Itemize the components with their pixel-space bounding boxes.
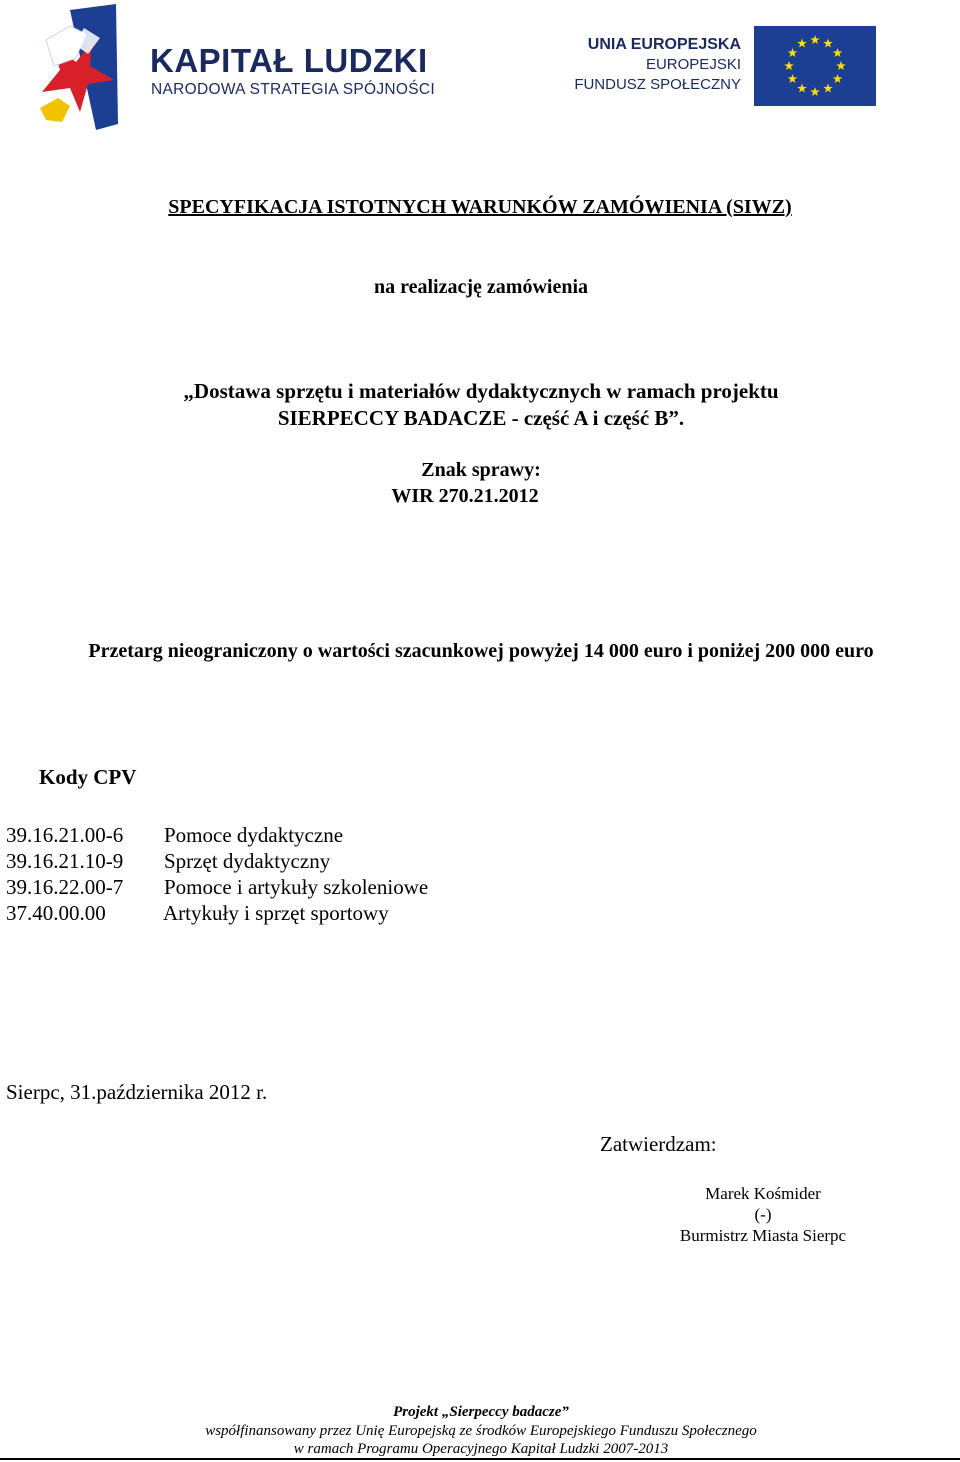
order-subject-line-1: „Dostawa sprzętu i materiałów dydaktycznych w ramach projektu (183, 379, 779, 403)
cpv-description: Pomoce dydaktyczne (164, 823, 344, 847)
cpv-description: Artykuły i sprzęt sportowy (163, 901, 389, 925)
cpv-description: Sprzęt dydaktyczny (164, 849, 331, 873)
cpv-code: 39.16.21.10-9 (6, 849, 124, 873)
case-label: Znak sprawy: (421, 459, 541, 481)
signer-signature: (-) (754, 1205, 772, 1224)
signer-title: Burmistrz Miasta Sierpc (679, 1226, 847, 1245)
footer-programme: w ramach Programu Operacyjnego Kapitał Ludzki 2007-2013 (293, 1441, 669, 1457)
place-and-date: Sierpc, 31.października 2012 r. (6, 1080, 268, 1104)
kapital-ludzki-star-emblem-icon (40, 4, 120, 130)
eu-logo-line-1: UNIA EUROPEJSKA (587, 36, 741, 53)
cpv-code: 37.40.00.00 (6, 901, 106, 925)
cpv-code: 39.16.21.00-6 (6, 823, 124, 847)
cpv-heading: Kody CPV (39, 765, 137, 789)
tender-type: Przetarg nieograniczony o wartości szacunkowej powyżej 14 000 euro i poniżej 200 000 euro (88, 640, 874, 662)
cpv-code: 39.16.22.00-7 (6, 875, 124, 899)
footer-divider (0, 1458, 960, 1460)
logo-subtitle-text: NARODOWA STRATEGIA SPÓJNOŚCI (151, 81, 435, 98)
cpv-description: Pomoce i artykuły szkoleniowe (164, 875, 429, 899)
eu-logo-line-2: EUROPEJSKI (645, 56, 741, 73)
footer-project-name: Projekt „Sierpeccy badacze” (393, 1404, 569, 1420)
case-number: WIR 270.21.2012 (391, 485, 539, 507)
eu-flag-icon (754, 26, 876, 106)
kapital-ludzki-logo (0, 0, 450, 130)
eu-logo-line-3: FUNDUSZ SPOŁECZNY (574, 76, 741, 93)
logo-brand-text: KAPITAŁ LUDZKI (150, 42, 428, 79)
signer-name: Marek Kośmider (705, 1184, 821, 1203)
order-subject-line-2: SIERPECCY BADACZE - część A i część B”. (277, 406, 685, 430)
footer-cofinancing: współfinansowany przez Unię Europejską ze środków Europejskiego Funduszu Społecznego (205, 1423, 757, 1439)
document-subtitle: na realizację zamówienia (373, 276, 588, 298)
approval-label: Zatwierdzam: (600, 1132, 717, 1156)
document-title: SPECYFIKACJA ISTOTNYCH WARUNKÓW ZAMÓWIENIA (SIWZ) (168, 196, 792, 218)
